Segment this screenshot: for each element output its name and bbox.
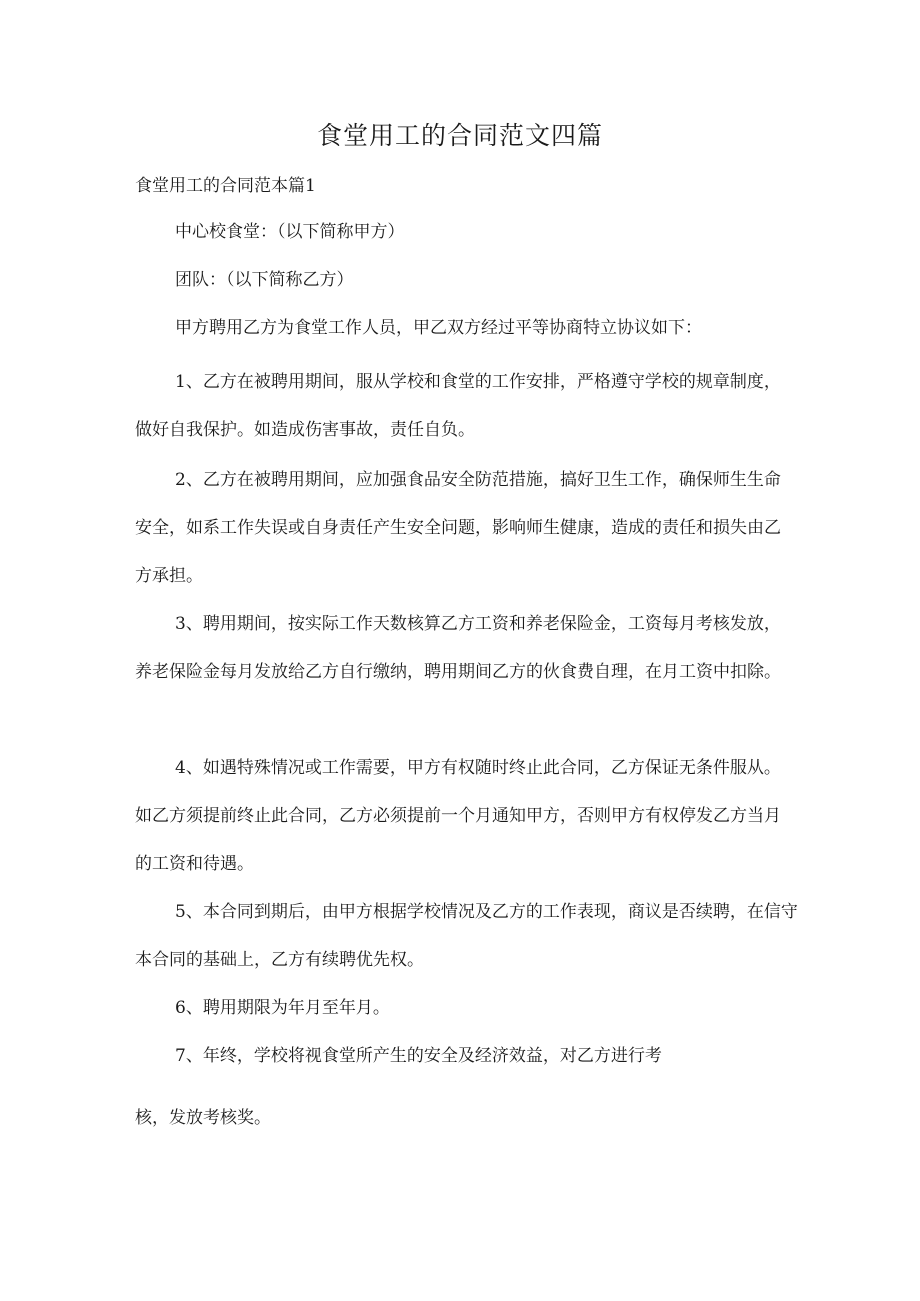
paragraph-clause-5: 5、本合同到期后，由甲方根据学校情况及乙方的工作表现，商议是否续聘，在信守本合同的基础上，乙方有续聘优先权。 [135,902,798,970]
paragraph-clause-7-continued: 核，发放考核奖。 [135,1108,271,1128]
paragraph-party-b: 团队：（以下简称乙方） [175,270,354,290]
paragraph-clause-3: 3、聘用期间，按实际工作天数核算乙方工资和养老保险金，工资每月考核发放，养老保险金每月发放给乙方自行缴纳，聘用期间乙方的伙食费自理，在月工资中扣除。 [135,614,781,682]
paragraph-clause-6: 6、聘用期限为年月至年月。 [175,998,390,1018]
paragraph-clause-7: 7、年终，学校将视食堂所产生的安全及经济效益，对乙方进行考 [175,1046,662,1066]
document-title: 食堂用工的合同范文四篇 [316,121,603,150]
paragraph-clause-4: 4、如遇特殊情况或工作需要，甲方有权随时终止此合同，乙方保证无条件服从。如乙方须提前终止此合同，乙方必须提前一个月通知甲方，否则甲方有权停发乙方当月的工资和待遇。 [135,758,781,874]
document-subtitle: 食堂用工的合同范本篇1 [135,176,316,196]
paragraph-party-a: 中心校食堂：（以下简称甲方） [175,222,405,242]
paragraph-clause-1: 1、乙方在被聘用期间，服从学校和食堂的工作安排，严格遵守学校的规章制度，做好自我保护。如造成伤害事故，责任自负。 [135,372,781,440]
paragraph-clause-2: 2、乙方在被聘用期间，应加强食品安全防范措施，搞好卫生工作，确保师生生命安全，如系工作失误或自身责任产生安全问题，影响师生健康，造成的责任和损失由乙方承担。 [135,470,781,586]
paragraph-intro: 甲方聘用乙方为食堂工作人员，甲乙双方经过平等协商特立协议如下： [175,318,702,338]
